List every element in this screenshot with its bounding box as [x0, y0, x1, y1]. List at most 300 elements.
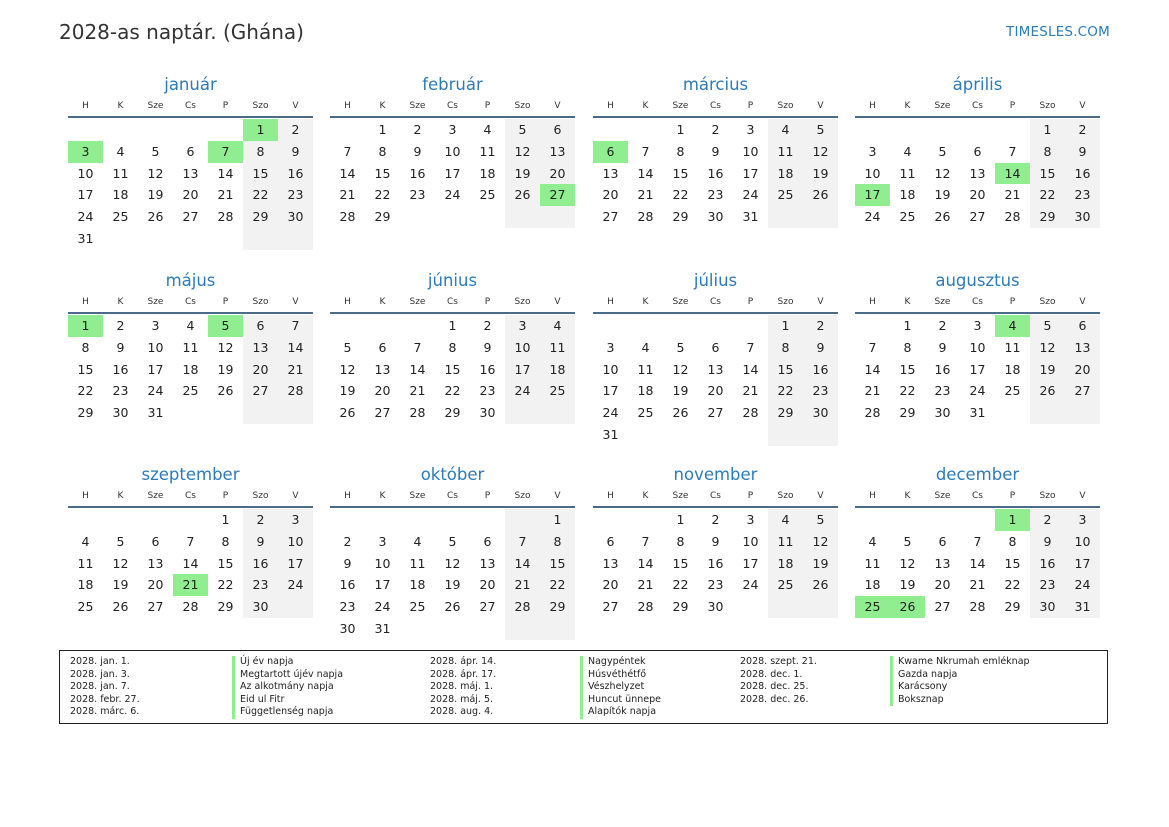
weekday-label: H [869, 491, 876, 501]
day-cell: 17 [505, 359, 540, 381]
month-name: augusztus [935, 271, 1020, 290]
holiday-date: 2028. aug. 4. [430, 706, 494, 718]
day-cell: 14 [864, 361, 881, 377]
month-calendar [855, 74, 1100, 228]
day-cell: 15 [444, 361, 461, 377]
weekday-label: Szo [514, 101, 531, 111]
empty-day-cell [803, 424, 838, 446]
day-cell: 29 [1004, 599, 1021, 615]
day-cell: 22 [540, 574, 575, 596]
empty-day-cell [995, 402, 1030, 424]
day-cell: 18 [768, 163, 803, 185]
day-cell: 16 [803, 359, 838, 381]
holiday-name: Kwame Nkrumah emléknap [890, 656, 1030, 669]
day-cell: 25 [409, 599, 426, 615]
day-cell: 12 [339, 361, 356, 377]
weekday-label: V [554, 297, 561, 307]
day-cell: 27 [969, 209, 986, 225]
day-cell: 13 [934, 555, 951, 571]
day-cell: 5 [938, 143, 947, 159]
day-cell: 29 [243, 206, 278, 228]
day-cell: 12 [147, 165, 164, 181]
day-cell: 4 [116, 143, 125, 159]
day-cell: 24 [374, 599, 391, 615]
day-cell: 12 [672, 361, 689, 377]
weekday-label: Szo [777, 101, 794, 111]
day-cell: 24 [1065, 574, 1100, 596]
empty-day-cell [1030, 402, 1065, 424]
day-cell: 25 [182, 383, 199, 399]
empty-day-cell [995, 119, 1030, 141]
empty-day-cell [68, 119, 103, 141]
day-cell: 9 [278, 141, 313, 163]
day-cell: 3 [973, 318, 982, 333]
weekday-header [855, 97, 1100, 118]
weekday-label: Szo [252, 297, 269, 307]
day-cell: 15 [1030, 163, 1065, 185]
empty-day-cell [435, 509, 470, 531]
day-cell: 4 [413, 533, 422, 549]
day-cell: 26 [339, 405, 356, 421]
empty-day-cell [628, 315, 663, 337]
day-cell: 3 [746, 512, 755, 527]
day-grid [330, 119, 575, 228]
empty-day-cell [663, 315, 698, 337]
day-cell: 30 [803, 402, 838, 424]
holiday-date: 2028. jan. 3. [70, 668, 130, 680]
day-cell: 30 [707, 209, 724, 225]
day-cell: 24 [505, 380, 540, 402]
month-calendar [330, 464, 575, 640]
day-cell: 15 [672, 165, 689, 181]
weekday-label: P [484, 491, 491, 501]
weekday-label: K [379, 297, 386, 307]
weekday-label: K [379, 101, 386, 111]
weekday-header [68, 487, 313, 508]
day-cell: 24 [969, 383, 986, 399]
day-cell: 28 [505, 596, 540, 618]
day-cell: 25 [899, 209, 916, 225]
month-calendar [593, 74, 838, 228]
month-calendar [593, 464, 838, 618]
month-calendar [68, 270, 313, 424]
holiday-day-cell: 14 [995, 163, 1030, 185]
weekday-label: Sze [934, 491, 951, 501]
day-cell: 4 [540, 315, 575, 337]
day-cell: 18 [409, 577, 426, 593]
day-cell: 29 [217, 599, 234, 615]
day-cell: 29 [672, 599, 689, 615]
empty-day-cell [803, 206, 838, 228]
day-cell: 5 [448, 533, 457, 549]
day-cell: 18 [864, 577, 881, 593]
day-cell: 28 [969, 599, 986, 615]
holiday-date: 2028. dec. 26. [740, 693, 809, 705]
day-cell: 15 [672, 555, 689, 571]
day-cell: 26 [505, 184, 540, 206]
empty-day-cell [138, 509, 173, 531]
weekday-label: H [82, 297, 89, 307]
weekday-label: H [607, 297, 614, 307]
day-cell: 16 [1030, 553, 1065, 575]
day-cell: 26 [217, 383, 234, 399]
day-cell: 18 [77, 577, 94, 593]
month-name: május [165, 271, 216, 290]
day-cell: 1 [676, 512, 685, 527]
day-cell: 8 [81, 339, 90, 355]
day-cell: 19 [339, 383, 356, 399]
day-cell: 23 [112, 383, 129, 399]
day-cell: 2 [243, 509, 278, 531]
day-cell: 5 [803, 509, 838, 531]
weekday-label: P [222, 491, 229, 501]
day-cell: 17 [602, 383, 619, 399]
empty-day-cell [470, 206, 505, 228]
day-cell: 18 [768, 553, 803, 575]
day-cell: 21 [637, 187, 654, 203]
day-cell: 22 [243, 184, 278, 206]
day-cell: 14 [969, 555, 986, 571]
day-cell: 18 [899, 187, 916, 203]
day-cell: 13 [1065, 337, 1100, 359]
day-cell: 11 [112, 165, 129, 181]
empty-day-cell [855, 315, 890, 337]
day-cell: 10 [742, 143, 759, 159]
weekday-label: P [1009, 491, 1016, 501]
day-cell: 17 [374, 577, 391, 593]
day-cell: 6 [1065, 315, 1100, 337]
day-cell: 15 [77, 361, 94, 377]
day-grid [855, 119, 1100, 228]
day-cell: 28 [637, 209, 654, 225]
month-name: április [952, 75, 1003, 94]
day-grid [855, 509, 1100, 618]
empty-day-cell [400, 618, 435, 640]
day-cell: 8 [540, 531, 575, 553]
day-cell: 10 [505, 337, 540, 359]
day-cell: 24 [278, 574, 313, 596]
site-link[interactable]: TIMESLES.COM [1006, 24, 1110, 40]
day-cell: 10 [444, 143, 461, 159]
empty-day-cell [505, 509, 540, 531]
weekday-label: K [642, 101, 649, 111]
day-cell: 6 [151, 533, 160, 549]
empty-day-cell [768, 596, 803, 618]
month-name: február [422, 75, 483, 94]
empty-day-cell [243, 402, 278, 424]
empty-day-cell [68, 509, 103, 531]
holiday-date: 2028. dec. 25. [740, 681, 809, 693]
day-cell: 5 [505, 119, 540, 141]
day-cell: 23 [707, 187, 724, 203]
day-cell: 4 [768, 509, 803, 531]
day-cell: 20 [374, 383, 391, 399]
day-cell: 27 [147, 599, 164, 615]
day-cell: 10 [147, 339, 164, 355]
day-cell: 1 [378, 122, 387, 137]
weekday-label: V [554, 101, 561, 111]
holiday-name: Új év napja [232, 656, 293, 669]
day-cell: 11 [77, 555, 94, 571]
weekday-label: K [904, 297, 911, 307]
day-cell: 23 [1030, 574, 1065, 596]
day-cell: 19 [147, 187, 164, 203]
day-cell: 26 [672, 405, 689, 421]
day-cell: 23 [339, 599, 356, 615]
day-cell: 9 [1030, 531, 1065, 553]
month-name: október [420, 465, 485, 484]
day-cell: 24 [77, 209, 94, 225]
day-cell: 19 [505, 163, 540, 185]
empty-day-cell [330, 315, 365, 337]
weekday-label: Szo [252, 491, 269, 501]
day-cell: 11 [182, 339, 199, 355]
day-cell: 10 [1065, 531, 1100, 553]
empty-day-cell [330, 509, 365, 531]
empty-day-cell [733, 596, 768, 618]
day-cell: 9 [483, 339, 492, 355]
day-cell: 9 [1065, 141, 1100, 163]
holiday-day-cell: 27 [540, 184, 575, 206]
day-cell: 19 [1030, 359, 1065, 381]
weekday-label: P [1009, 297, 1016, 307]
empty-day-cell [173, 119, 208, 141]
day-cell: 13 [602, 165, 619, 181]
weekday-label: Sze [934, 101, 951, 111]
empty-day-cell [890, 509, 925, 531]
day-cell: 1 [1030, 119, 1065, 141]
day-cell: 30 [112, 405, 129, 421]
day-cell: 23 [409, 187, 426, 203]
month-name: március [682, 75, 749, 94]
day-cell: 21 [339, 187, 356, 203]
day-cell: 26 [147, 209, 164, 225]
day-cell: 22 [217, 577, 234, 593]
holiday-name: Vészhelyzet [580, 681, 644, 694]
day-cell: 20 [602, 577, 619, 593]
weekday-label: Cs [972, 101, 983, 111]
day-cell: 22 [374, 187, 391, 203]
day-cell: 26 [444, 599, 461, 615]
day-cell: 17 [278, 553, 313, 575]
day-cell: 22 [672, 187, 689, 203]
day-cell: 10 [278, 531, 313, 553]
empty-day-cell [243, 228, 278, 250]
weekday-label: H [607, 491, 614, 501]
day-cell: 26 [803, 184, 838, 206]
day-grid [330, 315, 575, 424]
day-cell: 1 [448, 318, 457, 333]
weekday-label: H [344, 297, 351, 307]
day-cell: 8 [676, 143, 685, 159]
empty-day-cell [663, 424, 698, 446]
day-cell: 12 [505, 141, 540, 163]
day-cell: 31 [77, 230, 94, 246]
day-cell: 13 [182, 165, 199, 181]
day-cell: 29 [444, 405, 461, 421]
day-cell: 28 [409, 405, 426, 421]
empty-day-cell [435, 618, 470, 640]
month-name: december [935, 465, 1020, 484]
weekday-label: Sze [409, 297, 426, 307]
day-cell: 12 [899, 555, 916, 571]
day-cell: 21 [409, 383, 426, 399]
empty-day-cell [103, 509, 138, 531]
empty-day-cell [593, 315, 628, 337]
day-cell: 19 [217, 361, 234, 377]
empty-day-cell [733, 315, 768, 337]
month-calendar [68, 464, 313, 618]
day-cell: 31 [374, 620, 391, 636]
day-cell: 30 [339, 620, 356, 636]
weekday-label: H [344, 101, 351, 111]
day-grid [593, 119, 838, 228]
day-cell: 31 [969, 405, 986, 421]
weekday-label: K [117, 491, 124, 501]
day-cell: 8 [378, 143, 387, 159]
empty-day-cell [960, 119, 995, 141]
day-cell: 9 [803, 337, 838, 359]
day-cell: 7 [641, 533, 650, 549]
day-cell: 23 [243, 574, 278, 596]
empty-day-cell [400, 315, 435, 337]
day-cell: 10 [742, 533, 759, 549]
empty-day-cell [540, 402, 575, 424]
empty-day-cell [628, 424, 663, 446]
day-cell: 9 [243, 531, 278, 553]
day-cell: 16 [339, 577, 356, 593]
day-cell: 15 [374, 165, 391, 181]
day-cell: 14 [409, 361, 426, 377]
empty-day-cell [768, 206, 803, 228]
day-cell: 11 [479, 143, 496, 159]
month-calendar [855, 270, 1100, 424]
day-cell: 17 [1065, 553, 1100, 575]
day-cell: 8 [768, 337, 803, 359]
day-cell: 2 [803, 315, 838, 337]
holiday-date: 2028. ápr. 17. [430, 668, 497, 680]
holiday-date: 2028. febr. 27. [70, 693, 140, 705]
day-cell: 29 [672, 209, 689, 225]
day-cell: 14 [217, 165, 234, 181]
day-cell: 13 [479, 555, 496, 571]
day-cell: 26 [1030, 380, 1065, 402]
weekday-header [593, 293, 838, 314]
day-cell: 22 [444, 383, 461, 399]
day-cell: 16 [479, 361, 496, 377]
day-cell: 20 [540, 163, 575, 185]
day-cell: 9 [116, 339, 125, 355]
empty-day-cell [208, 228, 243, 250]
empty-day-cell [698, 424, 733, 446]
empty-day-cell [173, 509, 208, 531]
empty-day-cell [768, 424, 803, 446]
day-cell: 14 [637, 555, 654, 571]
weekday-label: Cs [447, 491, 458, 501]
weekday-label: K [117, 297, 124, 307]
day-cell: 15 [243, 163, 278, 185]
day-cell: 20 [969, 187, 986, 203]
day-cell: 30 [243, 596, 278, 618]
day-cell: 14 [339, 165, 356, 181]
day-cell: 4 [768, 119, 803, 141]
month-name: január [164, 75, 217, 94]
day-grid [330, 509, 575, 640]
day-cell: 27 [182, 209, 199, 225]
day-cell: 20 [934, 577, 951, 593]
day-cell: 28 [742, 405, 759, 421]
day-cell: 11 [768, 531, 803, 553]
weekday-label: Szo [514, 491, 531, 501]
day-cell: 12 [112, 555, 129, 571]
day-cell: 16 [1065, 163, 1100, 185]
empty-day-cell [593, 119, 628, 141]
day-cell: 6 [606, 533, 615, 549]
day-cell: 7 [746, 339, 755, 355]
weekday-label: Sze [147, 101, 164, 111]
weekday-label: Cs [710, 101, 721, 111]
day-grid [68, 509, 313, 618]
empty-day-cell [278, 402, 313, 424]
holiday-name: Eid ul Fitr [232, 694, 284, 707]
weekday-label: P [222, 101, 229, 111]
day-cell: 21 [742, 383, 759, 399]
day-cell: 2 [413, 122, 422, 137]
day-cell: 4 [868, 533, 877, 549]
day-cell: 19 [803, 163, 838, 185]
day-cell: 1 [768, 315, 803, 337]
day-cell: 10 [864, 165, 881, 181]
empty-day-cell [365, 509, 400, 531]
empty-day-cell [855, 509, 890, 531]
weekday-label: V [817, 297, 824, 307]
weekday-label: P [1009, 101, 1016, 111]
day-cell: 12 [1030, 337, 1065, 359]
day-cell: 6 [973, 143, 982, 159]
weekday-label: Cs [447, 297, 458, 307]
day-cell: 18 [1004, 361, 1021, 377]
weekday-label: P [747, 491, 754, 501]
weekday-header [68, 97, 313, 118]
day-cell: 3 [448, 122, 457, 137]
day-cell: 28 [864, 405, 881, 421]
day-cell: 28 [278, 380, 313, 402]
weekday-header [68, 293, 313, 314]
empty-day-cell [278, 228, 313, 250]
day-cell: 19 [934, 187, 951, 203]
day-cell: 18 [637, 383, 654, 399]
day-cell: 27 [479, 599, 496, 615]
day-cell: 17 [742, 165, 759, 181]
day-grid [68, 119, 313, 250]
weekday-label: K [117, 101, 124, 111]
holiday-day-cell: 1 [68, 315, 103, 337]
day-cell: 8 [221, 533, 230, 549]
day-cell: 20 [602, 187, 619, 203]
day-cell: 22 [672, 577, 689, 593]
day-cell: 16 [243, 553, 278, 575]
day-cell: 21 [505, 574, 540, 596]
day-cell: 25 [540, 380, 575, 402]
day-cell: 2 [711, 512, 720, 527]
month-calendar [330, 74, 575, 228]
day-cell: 12 [934, 165, 951, 181]
weekday-label: V [292, 101, 299, 111]
day-cell: 2 [938, 318, 947, 333]
day-cell: 11 [899, 165, 916, 181]
day-cell: 26 [112, 599, 129, 615]
day-cell: 25 [768, 574, 803, 596]
